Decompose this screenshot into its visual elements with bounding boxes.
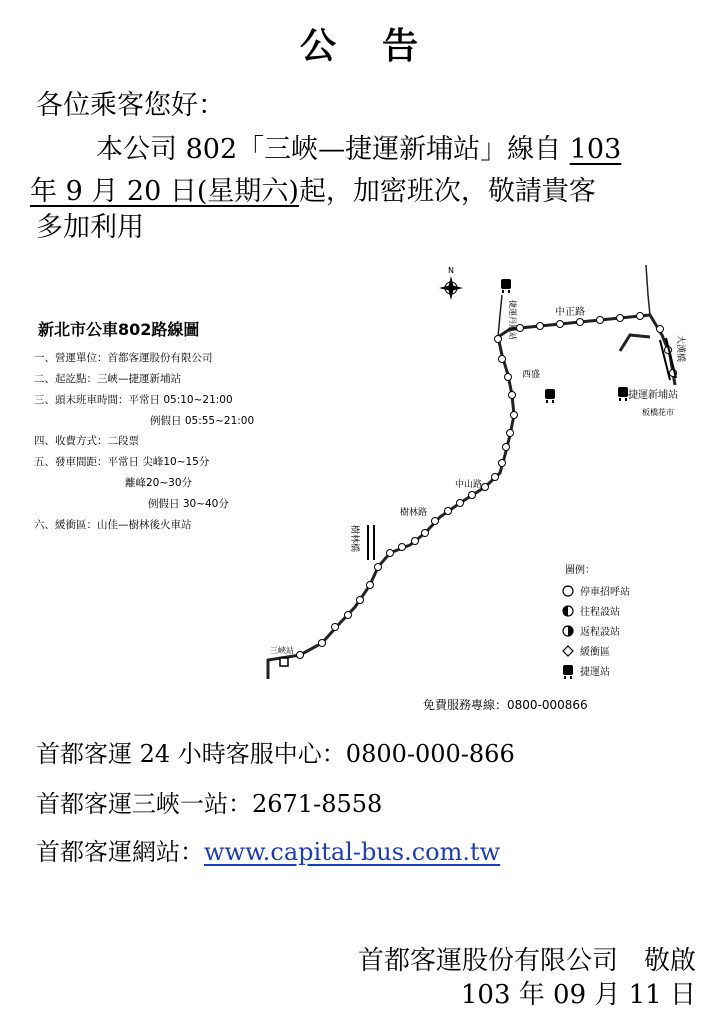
legend-half-right-icon (563, 626, 573, 636)
label-road-zhongshan: 中山路 (455, 480, 483, 490)
body-line-1-prefix: 本公司 802「三峽—捷運新埔站」線自 (96, 134, 562, 165)
label-banqiao: 板橋花市 (642, 408, 674, 417)
website-contact (36, 832, 500, 867)
body-line-2-date: 年 9 月 20 日(星期六) (30, 176, 299, 207)
compass-n: N (448, 266, 454, 275)
legend-label-2: 往程設站 (580, 607, 620, 618)
map-title: 新北市公車802路線圖 (38, 320, 200, 339)
label-sanxia: 三峽站 (270, 646, 294, 655)
sanxia-station-contact (36, 784, 382, 819)
body-line-1 (96, 128, 621, 172)
label-road-xiyuan: 西盛 (522, 370, 541, 380)
route-map (30, 255, 700, 725)
legend-circle-icon (563, 586, 573, 596)
label-xinpu: 捷運新埔站 (628, 390, 678, 401)
map-info-2: 二、起訖點：三峽—捷運新埔站 (34, 373, 181, 385)
map-info-6: 五、發車間距：平常日 尖峰10~15分 (34, 456, 210, 468)
website-link[interactable]: www.capital-bus.com.tw (204, 838, 501, 866)
title-char-2: 告 (382, 26, 421, 67)
map-info-7: 離峰20~30分 (125, 477, 193, 489)
map-info-4: 例假日 05:55~21:00 (150, 415, 255, 427)
label-metro-danfeng: 捷運丹鳳站 (508, 300, 517, 340)
metro-icon (545, 389, 555, 403)
sanxia-station-phone: 2671-8558 (252, 790, 383, 818)
compass-icon (439, 266, 463, 300)
map-info-1: 一、營運單位：首都客運股份有限公司 (34, 352, 213, 364)
label-road-shuyuan: 樹林路 (400, 508, 428, 518)
legend-label-4: 緩衝區 (580, 647, 610, 658)
notice-title (0, 18, 720, 69)
legend-label-3: 返程設站 (580, 627, 620, 638)
title-char-1: 公 (299, 26, 338, 67)
hotline: 免費服務專線：0800-000866 (423, 698, 588, 712)
body-line-2-rest: 起，加密班次，敬請貴客 (298, 176, 596, 207)
legend-label-1: 停車招呼站 (580, 587, 630, 598)
metro-icon (501, 279, 511, 293)
legend-diamond-icon (563, 646, 573, 656)
body-line-1-year: 103 (569, 134, 622, 165)
website-label: 首都客運網站： (36, 838, 204, 866)
label-road-zhongzheng: 中正路 (555, 307, 585, 318)
signature-company: 首都客運股份有限公司 敬啟 (357, 946, 696, 976)
metro-icon (618, 387, 628, 401)
label-daguan: 大漢橋 (675, 335, 685, 363)
legend-metro-icon (563, 665, 573, 679)
map-info-5: 四、收費方式：二段票 (34, 435, 139, 447)
body-line-3: 多加利用 (36, 212, 144, 243)
map-info-8: 例假日 30~40分 (148, 498, 229, 510)
signature-date: 103 年 09 月 11 日 (460, 980, 696, 1010)
sanxia-station-label: 首都客運三峽一站： (36, 790, 252, 818)
greeting: 各位乘客您好： (36, 90, 225, 121)
map-info-9: 六、緩衝區：山佳—樹林後火車站 (34, 519, 192, 531)
legend-title: 圖例： (565, 565, 595, 576)
service-center: 首都客運 24 小時客服中心：0800-000-866 (36, 740, 515, 768)
legend-half-left-icon (563, 606, 573, 616)
legend-label-5: 捷運站 (580, 667, 610, 678)
label-shulin-bridge: 樹林橋 (349, 525, 359, 553)
map-info-3: 三、頭末班車時間：平常日 05:10~21:00 (34, 394, 233, 406)
